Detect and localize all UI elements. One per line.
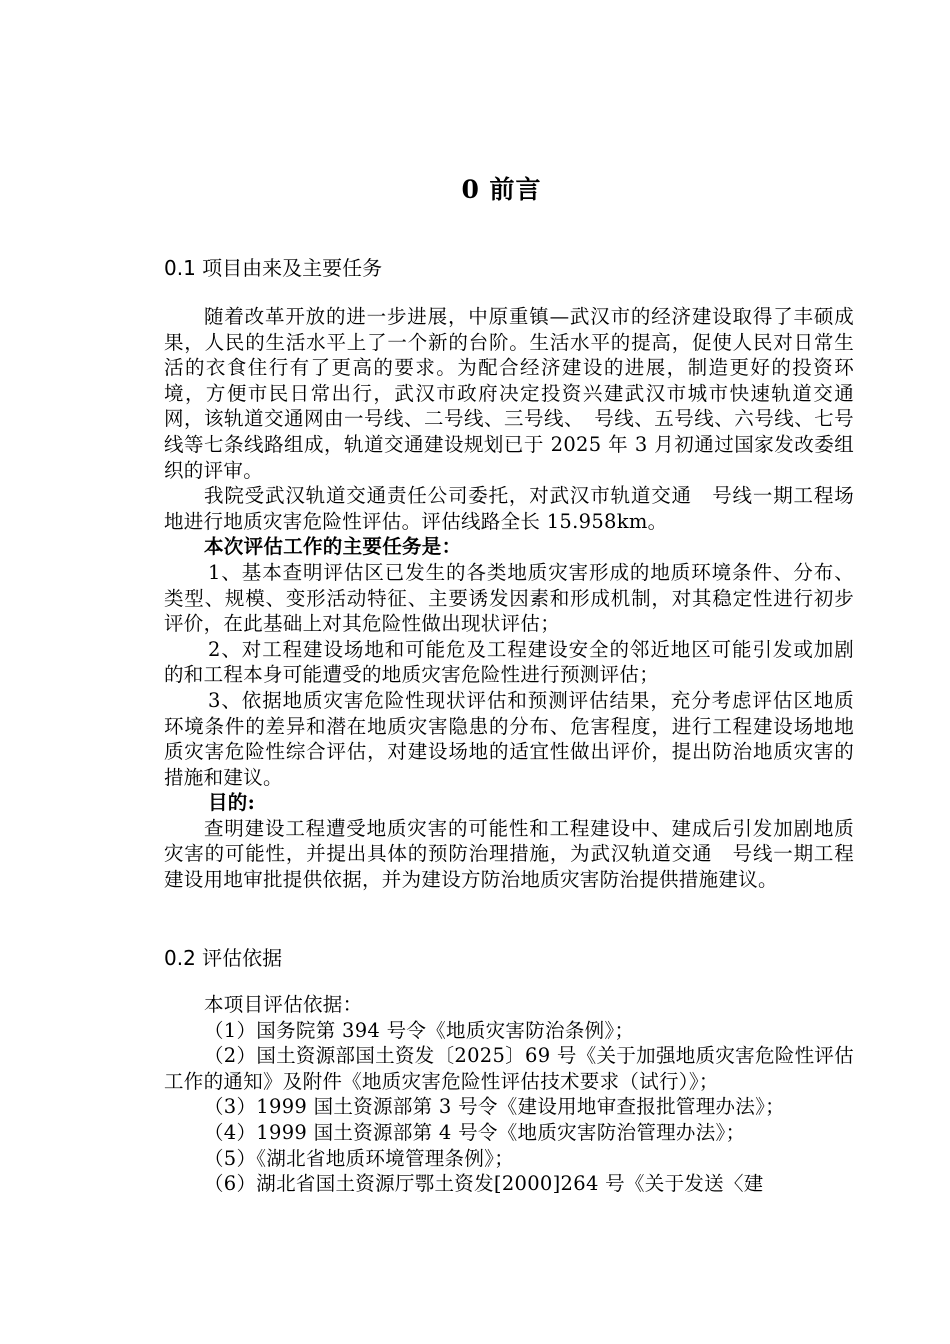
basis-item-2: （2）国土资源部国土资发〔2025〕69 号《关于加强地质灾害危险性评估工作的通知》及附件《地质灾害危险性评估技术要求（试行）》；: [164, 1044, 854, 1093]
section-heading-0-1: 0.1 项目由来及主要任务: [164, 256, 383, 280]
paragraph-purpose: 查明建设工程遭受地质灾害的可能性和工程建设中、建成后引发加剧地质灾害的可能性，并提出具体的预防治理措施，为武汉轨道交通 号线一期工程建设用地审批提供依据，并为建设方防治地质灾害防治提供措施建议。: [164, 816, 854, 892]
basis-item-3: （3）1999 国土资源部第 3 号令《建设用地审查报批管理办法》；: [204, 1095, 785, 1119]
basis-item-4: （4）1999 国土资源部第 4 号令《地质灾害防治管理办法》；: [204, 1120, 746, 1144]
section-heading-0-2: 0.2 评估依据: [164, 946, 283, 970]
page-title: 0 前言: [461, 175, 542, 204]
purpose-heading: 目的:: [208, 791, 256, 815]
basis-item-1: （1）国务院第 394 号令《地质灾害防治条例》；: [204, 1018, 635, 1042]
task-item-1: 1、基本查明评估区已发生的各类地质灾害形成的地质环境条件、分布、类型、规模、变形活动特征、主要诱发因素和形成机制，对其稳定性进行初步评价，在此基础上对其危险性做出现状评估；: [164, 560, 854, 636]
paragraph-commission: 我院受武汉轨道交通责任公司委托，对武汉市轨道交通 号线一期工程场地进行地质灾害危险性评估。评估线路全长 15.958km。: [164, 484, 854, 533]
basis-intro: 本项目评估依据：: [204, 993, 363, 1016]
task-item-3: 3、依据地质灾害危险性现状评估和预测评估结果，充分考虑评估区地质环境条件的差异和潜在地质灾害隐患的分布、危害程度，进行工程建设场地地质灾害危险性综合评估，对建设场地的适宜性做出评价，提出防治地质灾害的措施和建议。: [164, 688, 854, 789]
basis-item-5: （5）《湖北省地质环境管理条例》；: [204, 1146, 515, 1170]
tasks-heading: 本次评估工作的主要任务是：: [204, 535, 462, 559]
section-body-0-1: [164, 304, 854, 893]
basis-item-6: （6）湖北省国土资源厅鄂土资发[2000]264 号《关于发送〈建: [204, 1172, 764, 1196]
section-body-0-2: [164, 992, 854, 1197]
paragraph-background: 随着改革开放的进一步进展，中原重镇—武汉市的经济建设取得了丰硕成果，人民的生活水平上了一个新的台阶。生活水平的提高，促使人民对日常生活的衣食住行有了更高的要求。为配合经济建设的进展，制造更好的投资环境，方便市民日常出行，武汉市政府决定投资兴建武汉市城市快速轨道交通网，该轨道交通网由一号线、二号线、三号线、 号线、五号线、六号线、七号线等七条线路组成，轨道交通建设规划已于 2025 年 3 月初通过国家发改委组织的评审。: [164, 305, 854, 482]
task-item-2: 2、对工程建设场地和可能危及工程建设安全的邻近地区可能引发或加剧的和工程本身可能遭受的地质灾害危险性进行预测评估；: [164, 637, 854, 687]
